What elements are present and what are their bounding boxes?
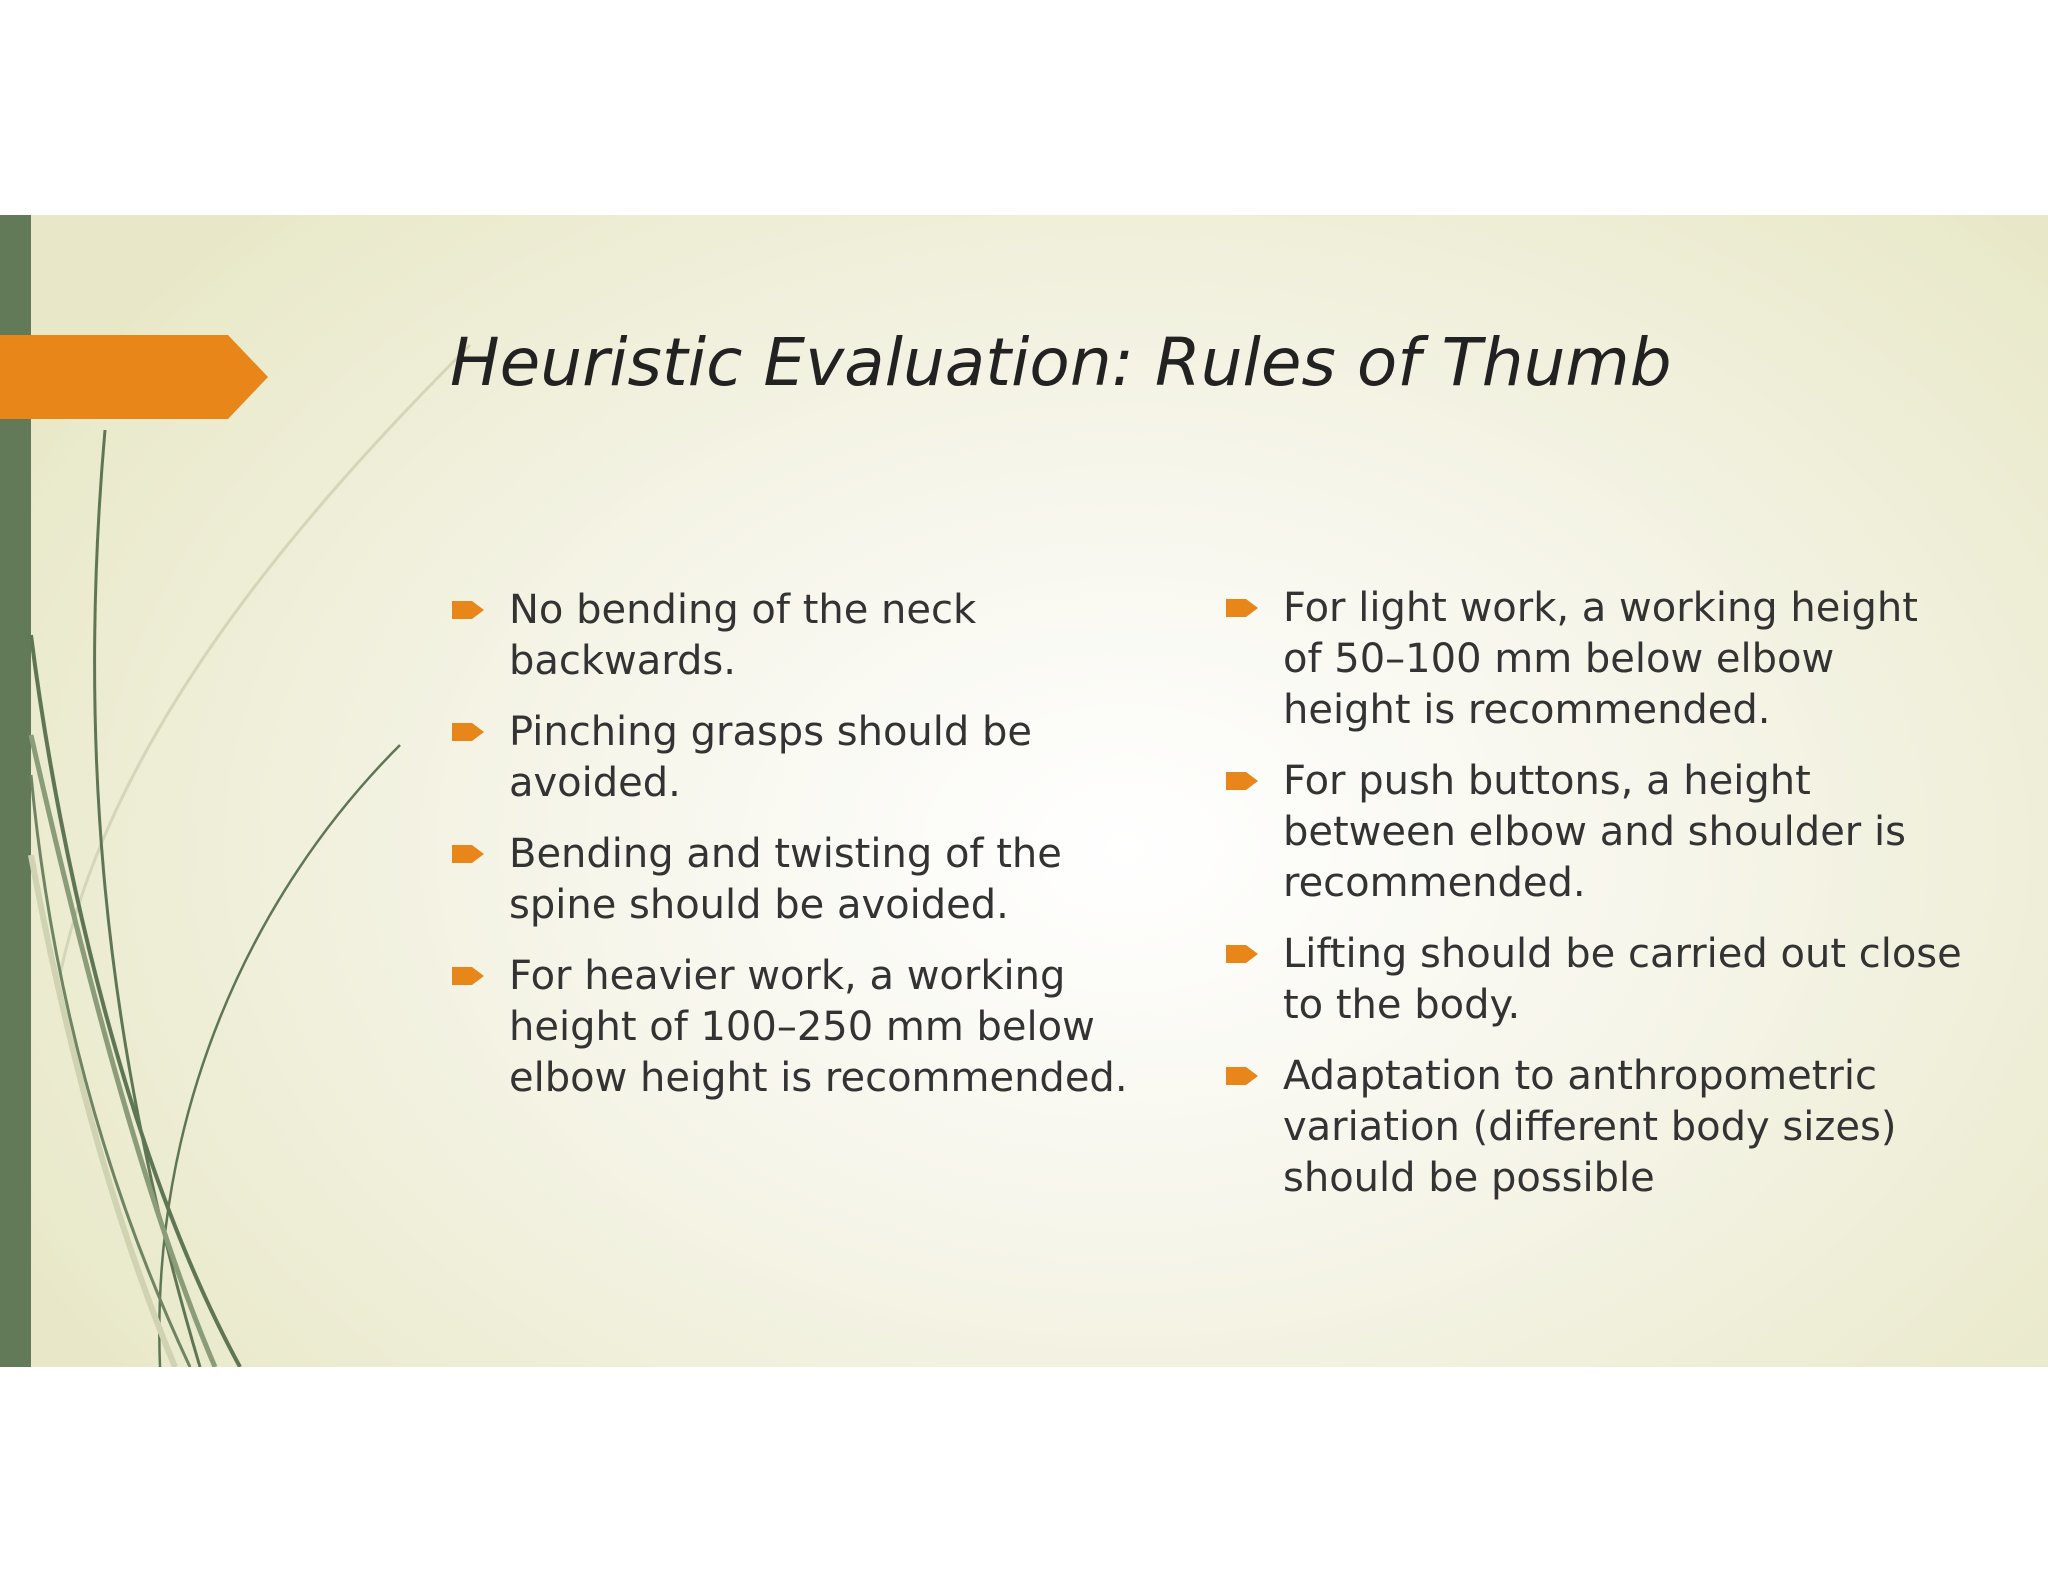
list-item [452, 707, 1132, 809]
list-item [1226, 1051, 1966, 1204]
arrow-bullet-icon [452, 842, 486, 866]
list-item-text: No bending of the neck backwards. [509, 587, 977, 684]
arrow-bullet-icon [1226, 1064, 1260, 1088]
list-item-text: Lifting should be carried out close to the body. [1283, 931, 1962, 1028]
arrow-bullet-icon [452, 720, 486, 744]
list-item-text: For heavier work, a working height of 100–250 mm below elbow height is recommended. [509, 953, 1128, 1101]
list-item [1226, 756, 1966, 909]
list-item [1226, 583, 1966, 736]
list-item-text: Adaptation to anthropometric variation (different body sizes) should be possible [1283, 1053, 1897, 1201]
list-item [452, 829, 1132, 931]
arrow-bullet-icon [1226, 596, 1260, 620]
bullet-list-right [1226, 583, 1966, 1224]
list-item [452, 951, 1132, 1104]
slide [0, 215, 2048, 1367]
list-item-text: Pinching grasps should be avoided. [509, 709, 1032, 806]
orange-tab-shape [0, 335, 268, 419]
arrow-bullet-icon [452, 964, 486, 988]
slide-title: Heuristic Evaluation: Rules of Thumb [450, 324, 1672, 401]
arrow-bullet-icon [1226, 769, 1260, 793]
arrow-bullet-icon [452, 598, 486, 622]
list-item [452, 585, 1132, 687]
arrow-bullet-icon [1226, 942, 1260, 966]
list-item-text: Bending and twisting of the spine should be avoided. [509, 831, 1062, 928]
list-item-text: For light work, a working height of 50–100 mm below elbow height is recommended. [1283, 585, 1918, 733]
list-item [1226, 929, 1966, 1031]
bullet-list-left [452, 585, 1132, 1124]
list-item-text: For push buttons, a height between elbow and shoulder is recommended. [1283, 758, 1906, 906]
